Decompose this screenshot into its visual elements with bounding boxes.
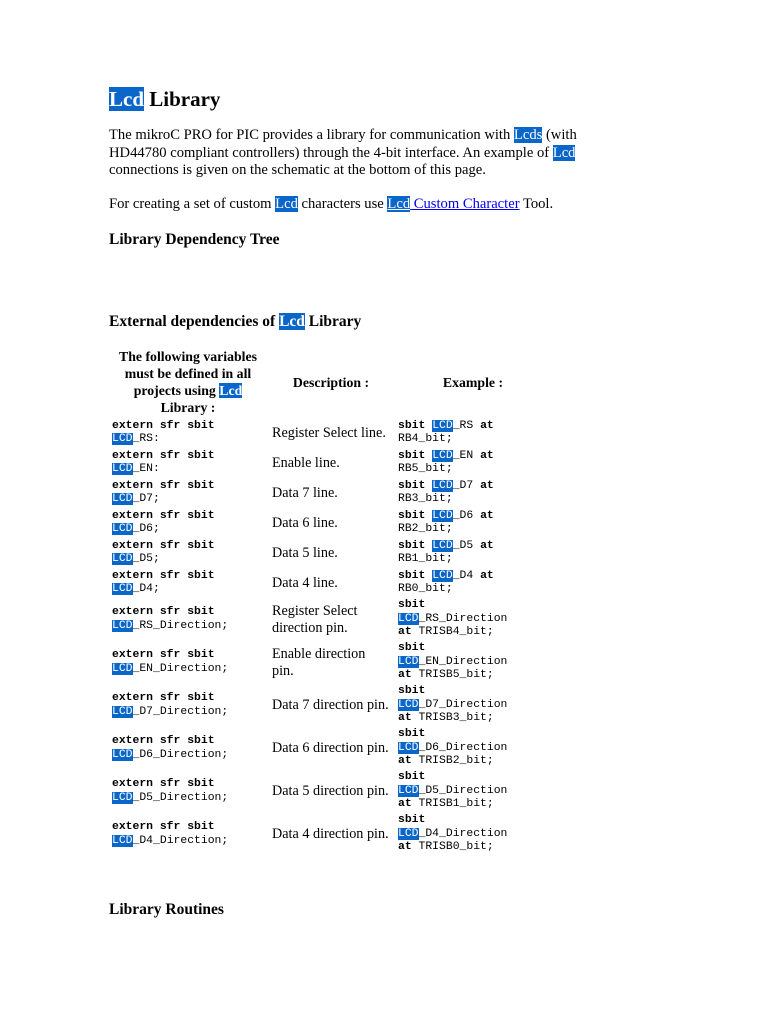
variable-cell <box>108 508 268 538</box>
example-at: at <box>398 798 412 811</box>
table-header-row <box>108 346 552 418</box>
highlight-lcd: LCD <box>112 705 133 718</box>
ext-heading-text-2: Library <box>304 313 362 330</box>
variable-cell <box>108 727 268 770</box>
highlight-lcd: Lcd <box>275 196 298 212</box>
description-cell: Enable line. <box>272 454 340 471</box>
example-name: _D5 <box>452 539 474 552</box>
example-at: at <box>398 669 412 682</box>
example-at: at <box>398 755 412 768</box>
example-at: at <box>480 479 494 492</box>
custom-character-tool-link[interactable] <box>387 196 519 212</box>
variable-decl: extern sfr sbit <box>112 821 215 833</box>
example-pin: TRISB3_bit; <box>418 712 494 725</box>
example-keyword: sbit <box>398 728 426 741</box>
highlight-lcd: LCD <box>398 741 419 754</box>
example-keyword: sbit <box>398 569 426 582</box>
example-name: _D7 <box>452 479 474 492</box>
example-name: _RS <box>452 419 474 432</box>
highlight-lcd: LCD <box>432 449 453 462</box>
variable-cell <box>108 478 268 508</box>
example-keyword: sbit <box>398 539 426 552</box>
highlight-lcd: LCD <box>112 748 133 761</box>
highlight-lcd: LCD <box>398 612 419 625</box>
custom-char-text-1: For creating a set of custom <box>109 196 276 212</box>
highlight-lcd: LCD <box>398 698 419 711</box>
table-row <box>108 598 552 641</box>
highlight-lcd: LCD <box>112 463 133 475</box>
header-description: Description : <box>292 374 370 390</box>
highlight-lcd: LCD <box>432 539 453 552</box>
example-cell <box>394 684 552 727</box>
variable-name: _EN: <box>132 463 160 475</box>
example-name: _D5_Direction <box>418 784 508 797</box>
variable-cell <box>108 813 268 856</box>
highlight-lcd: LCD <box>432 419 453 432</box>
intro-text-2: (with HD44780 compliant controllers) through the 4-bit interface. An example of <box>109 127 577 161</box>
description-cell: Data 7 direction pin. <box>272 697 389 714</box>
example-pin: RB0_bit; <box>398 583 453 595</box>
example-at: at <box>398 626 412 639</box>
variable-decl: extern sfr sbit <box>112 692 215 704</box>
header-example: Example : <box>442 374 504 390</box>
highlight-lcd: LCD <box>398 655 419 668</box>
highlight-lcd: LCD <box>112 493 133 505</box>
example-cell <box>394 813 552 856</box>
variable-decl: extern sfr sbit <box>112 539 215 552</box>
variable-decl: extern sfr sbit <box>112 606 215 618</box>
dependencies-table <box>108 346 552 856</box>
example-pin: RB4_bit; <box>398 433 453 445</box>
example-cell <box>394 508 552 538</box>
variable-name: _D4; <box>132 583 160 595</box>
table-row <box>108 641 552 684</box>
variable-name: _D7_Direction; <box>132 705 229 718</box>
example-keyword: sbit <box>398 449 426 462</box>
example-cell <box>394 727 552 770</box>
example-keyword: sbit <box>398 599 426 612</box>
page-title <box>109 86 220 112</box>
example-keyword: sbit <box>398 771 426 784</box>
header-variables <box>108 346 268 418</box>
variable-name: _RS_Direction; <box>132 619 229 632</box>
example-name: _EN_Direction <box>418 655 508 668</box>
variable-decl: extern sfr sbit <box>112 509 215 522</box>
example-cell <box>394 418 552 448</box>
highlight-lcd: LCD <box>112 834 133 847</box>
table-row <box>108 568 552 598</box>
example-pin: TRISB0_bit; <box>418 841 494 854</box>
highlight-lcd: LCD <box>112 662 133 675</box>
example-name: _D6_Direction <box>418 741 508 754</box>
variable-name: _D7; <box>132 493 160 505</box>
table-row <box>108 508 552 538</box>
variable-name: _D4_Direction; <box>132 834 229 847</box>
variable-cell <box>108 448 268 478</box>
example-cell <box>394 641 552 684</box>
variable-decl: extern sfr sbit <box>112 479 215 492</box>
ext-heading-text-1: External dependencies of <box>109 313 280 330</box>
example-pin: TRISB1_bit; <box>418 798 494 811</box>
example-at: at <box>480 509 494 522</box>
example-keyword: sbit <box>398 479 426 492</box>
variable-cell <box>108 641 268 684</box>
variable-decl: extern sfr sbit <box>112 569 215 582</box>
table-row <box>108 684 552 727</box>
header-variables-text: The following variables must be defined in all projects using <box>119 349 257 398</box>
example-at: at <box>480 539 494 552</box>
intro-text-3: connections is given on the schematic at the bottom of this page. <box>109 162 486 178</box>
example-at: at <box>480 449 494 462</box>
page-title-text: Library <box>144 87 221 111</box>
example-pin: RB1_bit; <box>398 553 453 565</box>
description-cell: Register Select direction pin. <box>272 603 358 636</box>
example-pin: TRISB4_bit; <box>418 626 494 639</box>
example-cell <box>394 448 552 478</box>
example-cell <box>394 770 552 813</box>
intro-text-1: The mikroC PRO for PIC provides a library for communication with <box>109 127 514 143</box>
variable-cell <box>108 538 268 568</box>
example-pin: RB3_bit; <box>398 493 453 505</box>
variable-name: _D5; <box>132 553 160 565</box>
custom-char-text-3: Tool. <box>519 196 554 212</box>
table-row <box>108 813 552 856</box>
table-row <box>108 727 552 770</box>
example-at: at <box>398 841 412 854</box>
highlight-lcd: LCD <box>432 509 453 522</box>
description-cell: Enable direction pin. <box>272 646 366 679</box>
variable-cell <box>108 684 268 727</box>
table-row <box>108 538 552 568</box>
variable-decl: extern sfr sbit <box>112 419 215 432</box>
example-keyword: sbit <box>398 642 426 655</box>
table-row <box>108 478 552 508</box>
highlight-lcds: Lcds <box>513 127 543 143</box>
highlight-lcd: LCD <box>398 827 419 840</box>
variable-name: _D6_Direction; <box>132 748 229 761</box>
variable-name: _RS: <box>132 433 160 445</box>
description-cell: Data 6 line. <box>272 514 338 531</box>
highlight-lcd: LCD <box>112 619 133 632</box>
custom-char-text-2: characters use <box>297 196 388 212</box>
highlight-lcd: LCD <box>432 569 453 582</box>
header-variables-text-2: Library : <box>160 400 216 415</box>
highlight-lcd: LCD <box>112 791 133 804</box>
description-cell: Data 4 direction pin. <box>272 826 389 843</box>
highlight-lcd: LCD <box>112 433 133 445</box>
external-dependencies-heading <box>109 312 361 332</box>
example-name: _D6 <box>452 509 474 522</box>
example-name: _EN <box>452 449 474 462</box>
example-cell <box>394 568 552 598</box>
example-at: at <box>480 419 494 432</box>
highlight-lcd: Lcd <box>387 196 411 212</box>
example-name: _D4_Direction <box>418 827 508 840</box>
link-text: Custom Character <box>410 196 520 212</box>
highlight-lcd: LCD <box>112 553 133 565</box>
highlight-lcd: Lcd <box>219 383 243 398</box>
description-cell: Data 5 line. <box>272 544 338 561</box>
library-routines-heading: Library Routines <box>109 901 224 918</box>
example-cell <box>394 478 552 508</box>
description-cell: Data 5 direction pin. <box>272 783 389 800</box>
description-cell: Data 6 direction pin. <box>272 740 389 757</box>
variable-name: _D5_Direction; <box>132 791 229 804</box>
variable-cell <box>108 418 268 448</box>
description-cell: Data 7 line. <box>272 484 338 501</box>
highlight-lcd: LCD <box>432 479 453 492</box>
description-cell: Data 4 line. <box>272 574 338 591</box>
highlight-lcd: LCD <box>112 523 133 535</box>
variable-cell <box>108 598 268 641</box>
intro-paragraph <box>109 127 629 180</box>
example-name: _RS_Direction <box>418 612 508 625</box>
highlight-lcd: LCD <box>112 583 133 595</box>
description-cell: Register Select line. <box>272 424 386 441</box>
table-row <box>108 770 552 813</box>
variable-name: _D6; <box>132 523 160 535</box>
example-pin: TRISB2_bit; <box>418 755 494 768</box>
variable-decl: extern sfr sbit <box>112 778 215 790</box>
dependency-tree-heading: Library Dependency Tree <box>109 231 280 248</box>
example-keyword: sbit <box>398 685 426 698</box>
highlight-lcd: Lcd <box>552 144 576 161</box>
highlight-lcd: Lcd <box>109 87 145 111</box>
variable-decl: extern sfr sbit <box>112 735 215 747</box>
custom-character-paragraph <box>109 195 669 213</box>
highlight-lcd: LCD <box>398 784 419 797</box>
example-keyword: sbit <box>398 509 426 522</box>
highlight-lcd: Lcd <box>279 313 305 330</box>
variable-cell <box>108 568 268 598</box>
example-at: at <box>480 569 494 582</box>
variable-cell <box>108 770 268 813</box>
example-keyword: sbit <box>398 419 426 432</box>
example-name: _D7_Direction <box>418 698 508 711</box>
variable-decl: extern sfr sbit <box>112 649 215 661</box>
example-pin: RB2_bit; <box>398 523 453 535</box>
example-keyword: sbit <box>398 814 426 827</box>
variable-name: _EN_Direction; <box>132 662 229 675</box>
table-row <box>108 448 552 478</box>
example-cell <box>394 598 552 641</box>
example-pin: RB5_bit; <box>398 463 453 475</box>
table-body <box>108 418 552 856</box>
example-at: at <box>398 712 412 725</box>
variable-decl: extern sfr sbit <box>112 449 215 462</box>
table-row <box>108 418 552 448</box>
example-pin: TRISB5_bit; <box>418 669 494 682</box>
example-cell <box>394 538 552 568</box>
example-name: _D4 <box>452 569 474 582</box>
